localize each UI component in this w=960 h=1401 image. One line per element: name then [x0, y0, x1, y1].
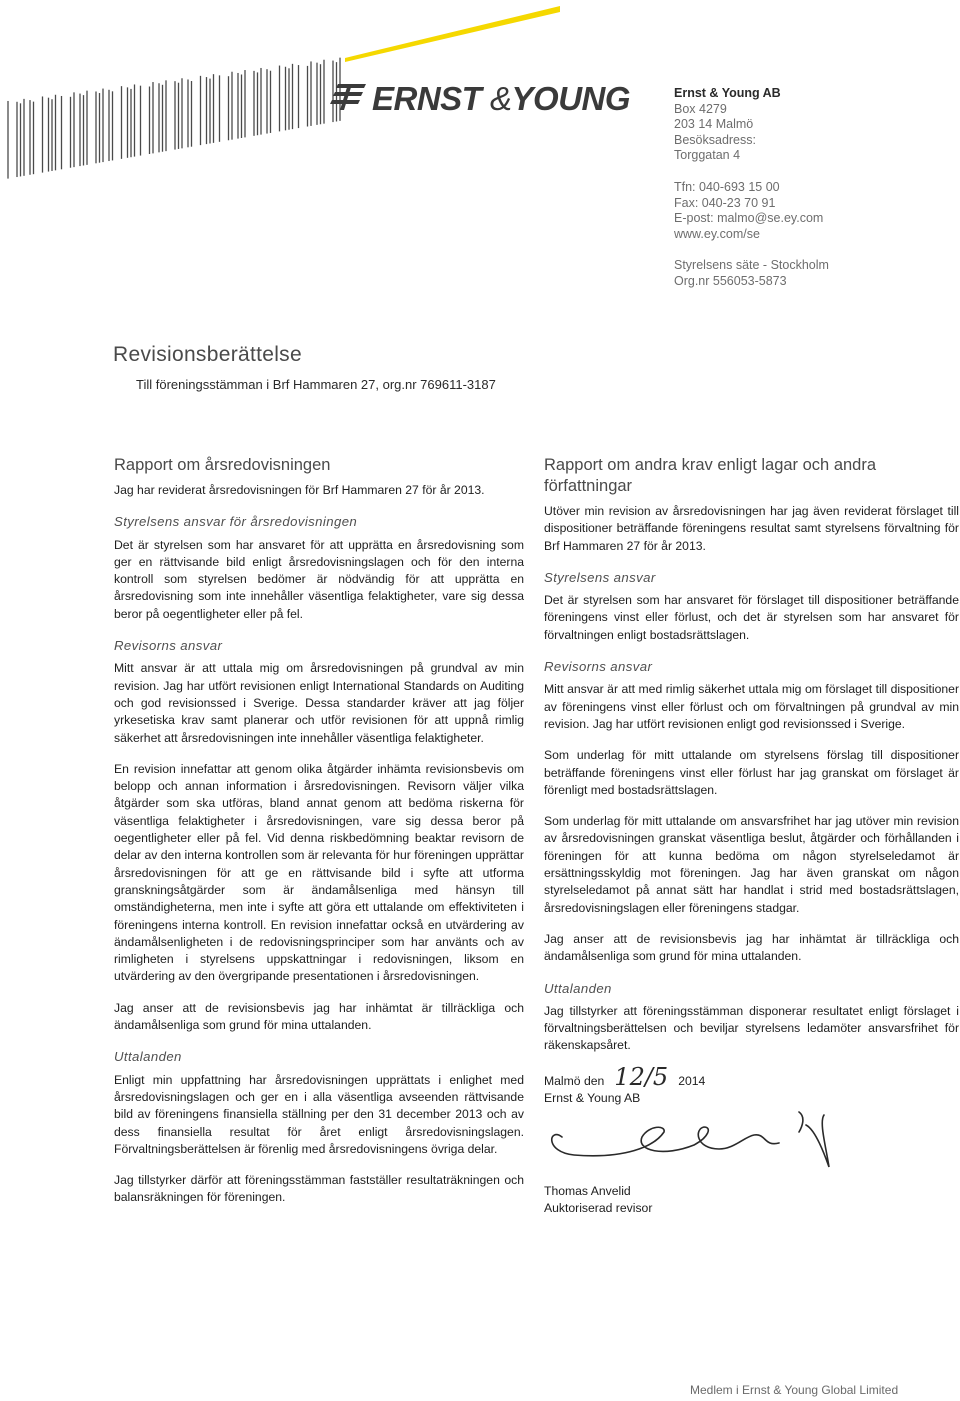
auditor-title: Auktoriserad revisor [544, 1200, 653, 1215]
right-board-text: Det är styrelsen som har ansvaret för förslaget till dispositioner beträffande föreningens vinst eller förlust, och det är styrelsen som har ansvaret för förvaltningen enligt bostadsrättslagen. [544, 593, 959, 642]
left-board-text: Det är styrelsen som har ansvaret för att upprätta en årsredovisning som ger en rättvisande bild enligt årsredovisningslagen och för den interna kontroll som styrelsen bedömer är nödvändig för att upprätta en årsredovisning som inte innehåller väsentliga felaktigheter, vare sig dessa beror på oegentligheter eller på fel. [114, 537, 524, 621]
company-org-nr: Org.nr 556053-5873 [674, 273, 787, 288]
company-street: Torggatan 4 [674, 148, 741, 163]
left-opinion-p1: Enligt min uppfattning har årsredovisningen upprättats i enlighet med årsredovisningslagen och ger en i alla väsentliga avseenden rättvisande bild av föreningens finansiella ställning per den 31 december 2013 och av dess finansiella resultat för året enligt årsredovisningslagen. Förvaltningsberättelsen är förenlig med årsredovisningens övriga delar. [114, 1072, 524, 1156]
company-web: www.ey.com/se [674, 226, 760, 241]
page-subtitle: Till föreningsstämman i Brf Hammaren 27, org.nr 769611-3187 [136, 377, 496, 392]
left-auditor-p2: En revision innefattar att genom olika åtgärder inhämta revisionsbevis om belopp och annan information i årsredovisningen. Revisorn väljer vilka åtgärder som ska utföras, bland annat genom att bedöma riskerna för väsentliga felaktigheter i årsredovisningen, vare sig dessa beror på oegentligheter eller på fel. Vid denna riskbedömning beaktar revisorn de delar av den interna kontrollen som är relevanta för hur föreningen upprättar årsredovisningen för att ge en rättvisande bild i syfte att utforma granskningsåtgärder som är ändamålsenliga med hänsyn till omständigheterna, men inte i syfte att göra ett uttalande om effektiviteten i föreningens interna kontroll. En revision innefattar också en utvärdering av ändamålsenligheten i de redovisningsprinciper som har använts och av rimligheten i styrelsens uppskattningar i redovisningen, liksom en utvärdering av den övergripande presentationen i årsredovisningen. [114, 761, 524, 984]
company-email: E-post: malmo@se.ey.com [674, 211, 824, 226]
right-auditor-p2: Som underlag för mitt uttalande om styrelsens förslag till dispositioner beträffande föreningens vinst eller förlust har jag granskat om förslaget är förenligt med bostadsrättslagen. [544, 748, 959, 797]
left-opinion-p2: Jag tillstyrker därför att föreningsstämman fastställer resultaträkningen och balansräkningen för föreningen. [114, 1173, 524, 1205]
left-opinion-heading: Uttalanden [114, 1049, 182, 1065]
left-auditor-p3: Jag anser att de revisionsbevis jag har inhämtat är tillräckliga och ändamålsenliga som grund för mina uttalanden. [114, 1000, 524, 1033]
signature-block [544, 1062, 959, 1217]
barcode-lines [8, 58, 340, 179]
left-column [114, 455, 524, 1221]
left-auditor-heading: Revisorns ansvar [114, 638, 223, 654]
sign-date-handwritten: 12/5 [614, 1062, 669, 1091]
right-heading: Rapport om andra krav enligt lagar och andra författningar [544, 456, 877, 495]
yellow-beam [345, 6, 560, 62]
handwritten-signature [544, 1107, 844, 1177]
company-visit-label: Besöksadress: [674, 132, 756, 147]
right-column [544, 455, 959, 1217]
sign-place: Malmö den [544, 1073, 605, 1088]
company-address-block [674, 86, 954, 290]
sign-year: 2014 [678, 1073, 706, 1088]
left-intro: Jag har reviderat årsredovisningen för Brf Hammaren 27 för år 2013. [114, 483, 485, 497]
company-fax: Fax: 040-23 70 91 [674, 195, 776, 210]
ey-logo-text: ERNST &YOUNG [372, 80, 631, 117]
auditor-name: Thomas Anvelid [544, 1183, 631, 1198]
company-box: Box 4279 [674, 101, 727, 116]
page-title: Revisionsberättelse [113, 343, 302, 366]
right-auditor-p4: Jag anser att de revisionsbevis jag har inhämtat är tillräckliga och ändamålsenliga som grund för mina uttalanden. [544, 931, 959, 964]
right-intro: Utöver min revision av årsredovisningen har jag även reviderat förslaget till dispositioner beträffande föreningens resultat samt styrelsens förvaltning för Brf Hammaren 27 för år 2013. [544, 504, 959, 553]
left-board-heading: Styrelsens ansvar för årsredovisningen [114, 514, 358, 530]
right-opinion-heading: Uttalanden [544, 980, 612, 996]
sign-firm: Ernst & Young AB [544, 1091, 641, 1106]
ey-logo-mark-icon [330, 82, 370, 112]
right-auditor-heading: Revisorns ansvar [544, 659, 653, 675]
company-postal: 203 14 Malmö [674, 117, 754, 132]
company-name: Ernst & Young AB [674, 86, 781, 100]
right-opinion-p1: Jag tillstyrker att föreningsstämman disponerar resultatet enligt förslaget i förvaltningsberättelsen och beviljar styrelsens ledamöter ansvarsfrihet för räkenskapsåret. [544, 1003, 959, 1053]
right-board-heading: Styrelsens ansvar [544, 569, 656, 585]
left-heading: Rapport om årsredovisningen [114, 456, 331, 474]
right-auditor-p1: Mitt ansvar är att med rimlig säkerhet uttala mig om förslaget till dispositioner av föreningens vinst eller förlust och om förvaltningen på grundval av min revision. Jag har utfört revisionen enligt god revisionssed i Sverige. [544, 682, 959, 731]
right-auditor-p3: Som underlag för mitt uttalande om ansvarsfrihet har jag utöver min revision av årsredovisningen granskat väsentliga beslut, åtgärder och förhållanden i föreningen för att kunna bedöma om någon styrelseledamot är ersättningsskyldig mot föreningen. Jag har även granskat om någon styrelseledamot på annat sätt har handlat i strid med bostadsrättslagen, årsredovisningslagen eller föreningens stadgar. [544, 814, 959, 915]
company-seat: Styrelsens säte - Stockholm [674, 258, 829, 273]
left-auditor-p1: Mitt ansvar är att uttala mig om årsredovisningen på grundval av min revision. Jag har utfört revisionen enligt International Standards on Auditing och god revisionssed i Sverige. Dessa standarder kräver att jag följer yrkesetiska krav samt planerar och utför revisionen för att uppnå rimlig säkerhet att årsredovisningen inte innehåller väsentliga felaktigheter. [114, 661, 524, 745]
company-phone: Tfn: 040-693 15 00 [674, 179, 780, 194]
footer-note: Medlem i Ernst & Young Global Limited [690, 1383, 899, 1397]
signature-date [544, 1062, 959, 1091]
